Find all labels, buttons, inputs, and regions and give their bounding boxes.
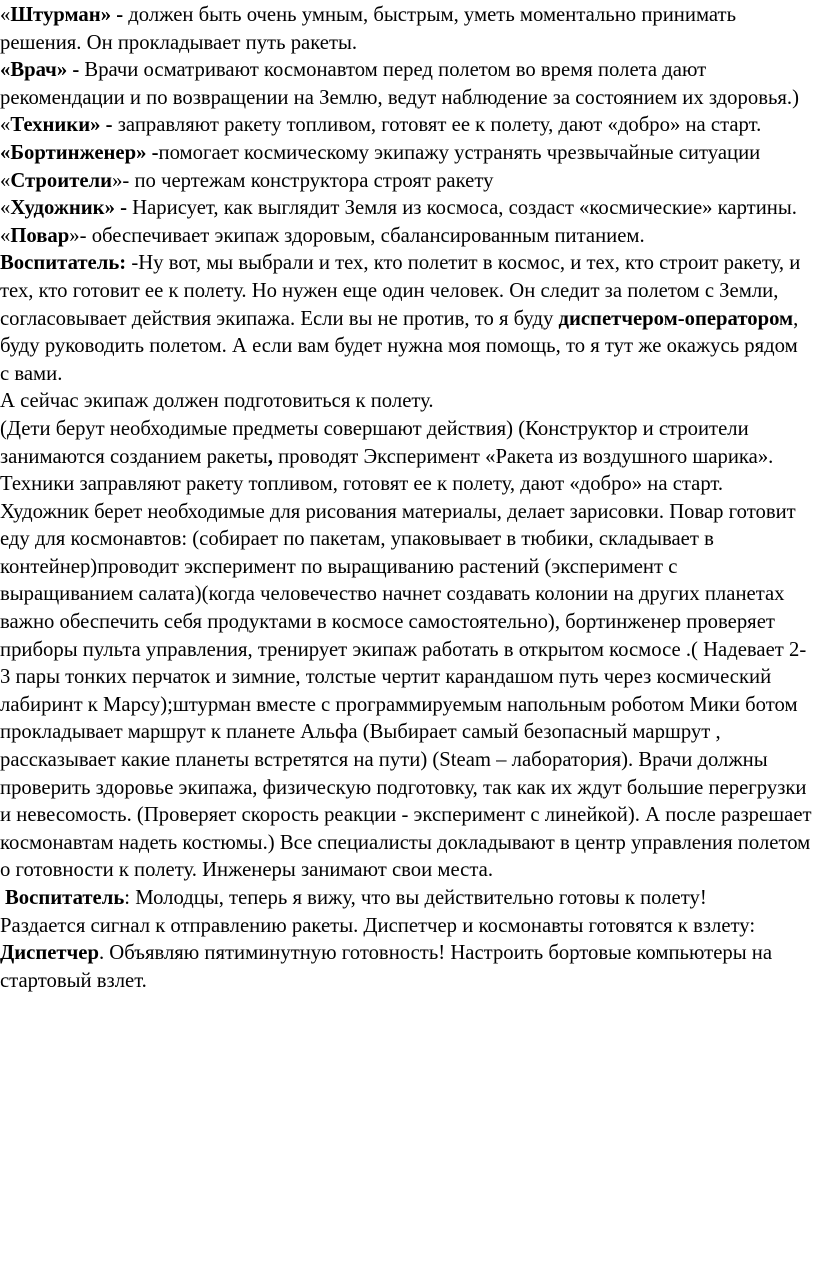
bold-text-run: ,: [267, 445, 273, 468]
paragraph-signal: [0, 913, 812, 941]
document-body: [0, 2, 812, 995]
bold-text-run: диспетчером-оператором: [558, 307, 794, 330]
text-run: (Дети берут необходимые предметы совершают действия) (Конструктор и строители занимаются созданием ракеты: [0, 417, 749, 468]
text-run: »- обеспечивает экипаж здоровым, сбалансированным питанием.: [69, 224, 645, 247]
text-run: : Молодцы, теперь я вижу, что вы действительно готовы к полету!: [124, 887, 707, 909]
text-run: Нарисует, как выглядит Земля из космоса, создаст «космические» картины.: [132, 197, 797, 220]
bold-text-run: Строители: [10, 169, 113, 192]
paragraph-ekipazh: [0, 388, 812, 416]
bold-text-run: Штурман»: [10, 4, 112, 26]
bold-text-run: Воспитатель:: [0, 252, 132, 275]
text-run: должен быть очень умным, быстрым, уметь моментально принимать решения. Он прокладывает путь ракеты.: [0, 4, 737, 54]
text-run: проводят Эксперимент «Ракета из воздушного шарика». Техники заправляют ракету топливом, готовят ее к полету, дают «добро» на старт. Художник берет необходимые для рисования материалы, делает зарисовки. Повар готовит еду для космонавтов: (собирает по пакетам, упаковывает в тюбики, складывает в контейнер)проводит эксперимент по выращиванию растений (эксперимент с выращиванием салата)(когда человечество начнет создавать колонии на других планетах важно обеспечить себя продуктами в космосе самостоятельно), бортинженер проверяет приборы пульта управления, тренирует экипаж работать в открытом космосе .( Надевает 2-3 пары тонких перчаток и зимние, толстые чертит карандашом путь через космический лабиринт к Марсу);штурман вместе с программируемым напольным роботом Мики ботом прокладывает маршрут к планете Альфа (Выбирает самый безопасный маршрут , рассказывает какие планеты встретятся на пути) (Steam – лаборатория). Врачи должны проверить здоровье экипажа, физическую подготовку, так как их ждут большие перегрузки и невесомость. (Проверяет скорость реакции - эксперимент с линейкой). А после разрешает космонавтам надеть костюмы.) Все специалисты докладывают в центр управления полетом о готовности к полету. Инженеры занимают свои места.: [0, 445, 812, 882]
text-run: «: [0, 169, 11, 192]
text-run: «: [0, 114, 11, 137]
text-run: -Ну вот, мы выбрали и тех, кто полетит в космос, и тех, кто строит ракету, и тех, кто готовит ее к полету. Но нужен еще один человек. Он следит за полетом с Земли, согласовывает действия экипажа. Если вы не против, то я буду: [0, 252, 801, 330]
paragraph-povar: [0, 223, 812, 251]
paragraph-vrach: [0, 57, 812, 112]
bold-text-run: -: [111, 4, 129, 26]
text-run: , буду руководить полетом. А если вам будет нужна моя помощь, то я тут же окажусь рядом с вами.: [0, 307, 799, 385]
text-run: Врачи осматривают космонавтом перед полетом во время полета дают рекомендации и по возвращении на Землю, ведут наблюдение за состоянием их здоровья.): [0, 59, 799, 109]
bold-text-run: «Бортинженер» -: [0, 141, 159, 164]
text-run: «: [0, 4, 11, 26]
bold-text-run: Диспетчер: [0, 942, 99, 965]
text-run: »- по чертежам конструктора строят ракету: [112, 169, 494, 192]
paragraph-deti: [0, 416, 812, 885]
bold-text-run: «Врач» -: [0, 59, 85, 82]
text-run: А сейчас экипаж должен подготовиться к полету.: [0, 390, 434, 413]
bold-text-run: Техники» -: [10, 114, 118, 137]
paragraph-bortinzhener: [0, 140, 812, 168]
paragraph-dispetcher: [0, 940, 812, 995]
text-run: «: [0, 197, 11, 220]
paragraph-stroiteli: [0, 168, 812, 196]
text-run: Раздается сигнал к отправлению ракеты. Диспетчер и космонавты готовятся к взлету:: [0, 914, 756, 937]
paragraph-tehniki: [0, 112, 812, 140]
text-run: «: [0, 224, 11, 247]
text-run: . Объявляю пятиминутную готовность! Настроить бортовые компьютеры на стартовый взлет.: [0, 942, 773, 992]
paragraph-shturman: [0, 2, 812, 57]
bold-text-run: Повар: [10, 224, 70, 247]
bold-text-run: Художник» -: [10, 197, 133, 220]
bold-text-run: Воспитатель: [5, 887, 125, 909]
text-run: заправляют ракету топливом, готовят ее к полету, дают «добро» на старт.: [117, 114, 762, 137]
paragraph-vospitatel-1: [0, 250, 812, 388]
text-run: помогает космическому экипажу устранять чрезвычайные ситуации: [158, 141, 761, 164]
paragraph-vospitatel-2: [0, 885, 812, 913]
paragraph-hudozhnik: [0, 195, 812, 223]
